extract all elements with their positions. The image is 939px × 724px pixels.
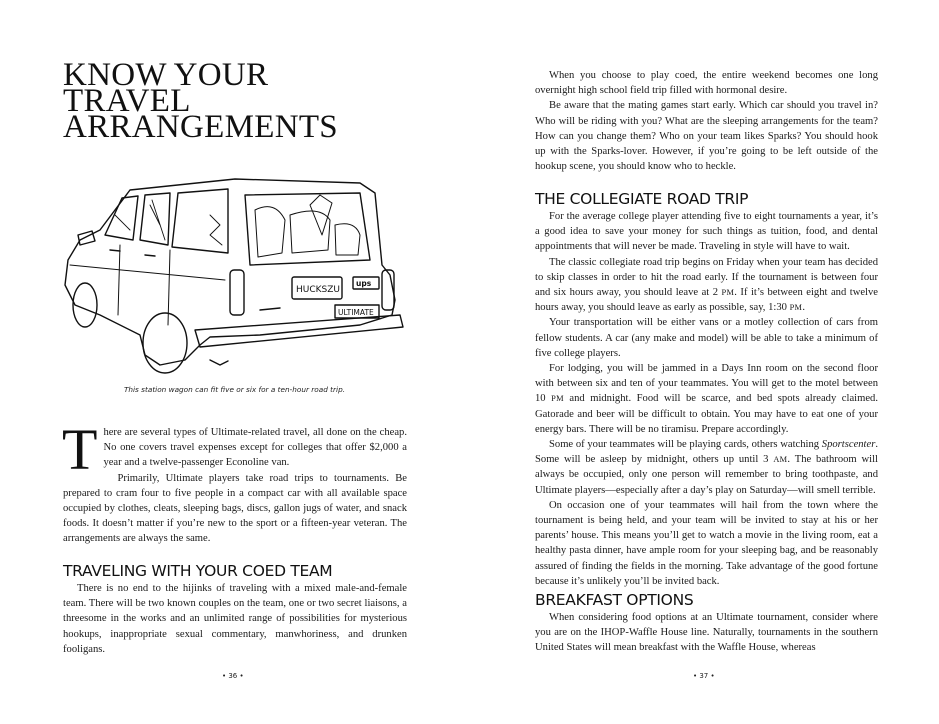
page-number: • 36 • <box>222 672 244 680</box>
illustration-caption: This station wagon can fit five or six for a ten-hour road trip. <box>123 385 346 394</box>
paragraph <box>535 361 878 437</box>
paragraph: here are several types of Ultimate-related travel, all done on the cheap. No one covers travel expenses except for colleges that offer $2,000 a year and a twelve-passenger Econoline van. <box>103 427 407 469</box>
coed-continued-section <box>535 68 878 174</box>
italic-title: Sportscenter <box>821 439 876 451</box>
paragraph <box>535 255 878 316</box>
section-heading: THE COLLEGIATE ROAD TRIP <box>535 190 749 208</box>
small-caps-time: AM <box>773 455 788 465</box>
ups-sticker-text: ups <box>356 279 372 288</box>
paragraph: There is no end to the hijinks of traveling with a mixed male-and-female team. There will be two known couples on the team, one or two secret liaisons, a threesome in the works and an unlimited range of possibilities for mysterious hookups, inappropriate sexual commentary, manwhoriness, and drunken fooligans. <box>63 583 407 655</box>
section-heading: TRAVELING WITH YOUR COED TEAM <box>63 562 333 580</box>
text-run: . <box>802 302 805 314</box>
small-caps-time: PM <box>551 394 564 404</box>
license-plate-text: HUCKSZU <box>296 285 341 295</box>
section-breakfast-options <box>535 592 878 656</box>
paragraph: When you choose to play coed, the entire weekend becomes one long overnight high school field trip filled with hormonal desire. <box>535 70 878 97</box>
chapter-title <box>63 57 338 145</box>
intro-section <box>62 417 407 547</box>
paragraph: On occasion one of your teammates will hail from the town where the tournament is being held, and your team will be invited to stay at his or her parents’ house. This means you’ll get to watch a movie in the living room, eat a healthy pasta dinner, have ample room for your sleeping bag, and be reasonably assured of finding the fields in the morning. Take advantage of the good fortune because it’s unlikely you’ll be invited back. <box>535 499 878 587</box>
text-run: and midnight. Food will be scarce, and bed spots already claimed. Gatorade and beer will be difficult to obtain. You may have to eat one of your energy bars. There will be no tiramisu. Prepare accordingly. <box>535 393 878 435</box>
section-collegiate-road-trip <box>535 191 878 589</box>
small-caps-time: PM <box>789 303 803 313</box>
paragraph: Primarily, Ultimate players take road trips to tournaments. Be prepared to cram four to five people in a compact car with all available space occupied by clothes, cleats, sleeping bags, discs, gallon jugs of water, and snack foods. It doesn’t matter if you’re new to the sport or a fifteen-year veteran. The arrangements are always the same. <box>63 472 407 545</box>
chapter-title-line: TRAVEL <box>63 83 191 119</box>
paragraph <box>535 437 878 498</box>
section-heading: BREAKFAST OPTIONS <box>535 591 694 609</box>
paragraph: Your transportation will be either vans or a motley collection of cars from fellow students. A car (any make and model) will be able to take a minimum of five college players. <box>535 317 878 359</box>
station-wagon-illustration <box>60 165 415 380</box>
drop-cap: T <box>62 417 98 482</box>
small-caps-time: PM <box>721 288 735 298</box>
page-number: • 37 • <box>693 672 715 680</box>
section-coed-team <box>63 563 407 657</box>
text-run: For lodging, you will be jammed in a Days Inn room on the second floor with between six and ten of your teammates. You will get to the motel between 10 <box>535 363 878 405</box>
chapter-title-line: ARRANGEMENTS <box>63 109 338 145</box>
text-run: Some of your teammates will be playing cards, others watching <box>549 439 822 451</box>
paragraph: For the average college player attending five to eight tournaments a year, it’s a good idea to save your money for such things as tuition, food, and dental appointments that will never be made. Traveling in style will have to wait. <box>535 211 878 253</box>
chapter-title-line: KNOW YOUR <box>63 57 269 93</box>
text-run: . The bathroom will always be occupied, only one person will remember to bring toothpaste, and Ultimate players—especially after a day’s play on Saturday—will smell terrible. <box>535 454 878 496</box>
bumper-sticker-text: ULTIMATE <box>338 308 374 317</box>
text-run: The classic collegiate road trip begins on Friday when your team has decided to skip classes in order to hit the road early. If the tournament is between four and six hours away, you should leave at 2 <box>535 256 878 299</box>
text-run: . Some will be asleep by midnight, others up until 3 <box>535 439 878 466</box>
paragraph: When considering food options at an Ultimate tournament, consider where you are on the IHOP-Waffle House line. Naturally, tournaments in the southern United States will mean breakfast with the Waffle House, whereas <box>535 612 878 654</box>
text-run: . If it’s between eight and twelve hours away, you should leave as early as possible, say, 1:30 <box>535 287 878 314</box>
paragraph: Be aware that the mating games start early. Which car should you travel in? Who will be riding with you? What are the sleeping arrangements for the team? How can you change them? Who on your team likes Sparks? You should hook up with the Sparks-lover. However, if you’re going to be left outside of the hookup scene, you should know who to heckle. <box>535 100 878 173</box>
